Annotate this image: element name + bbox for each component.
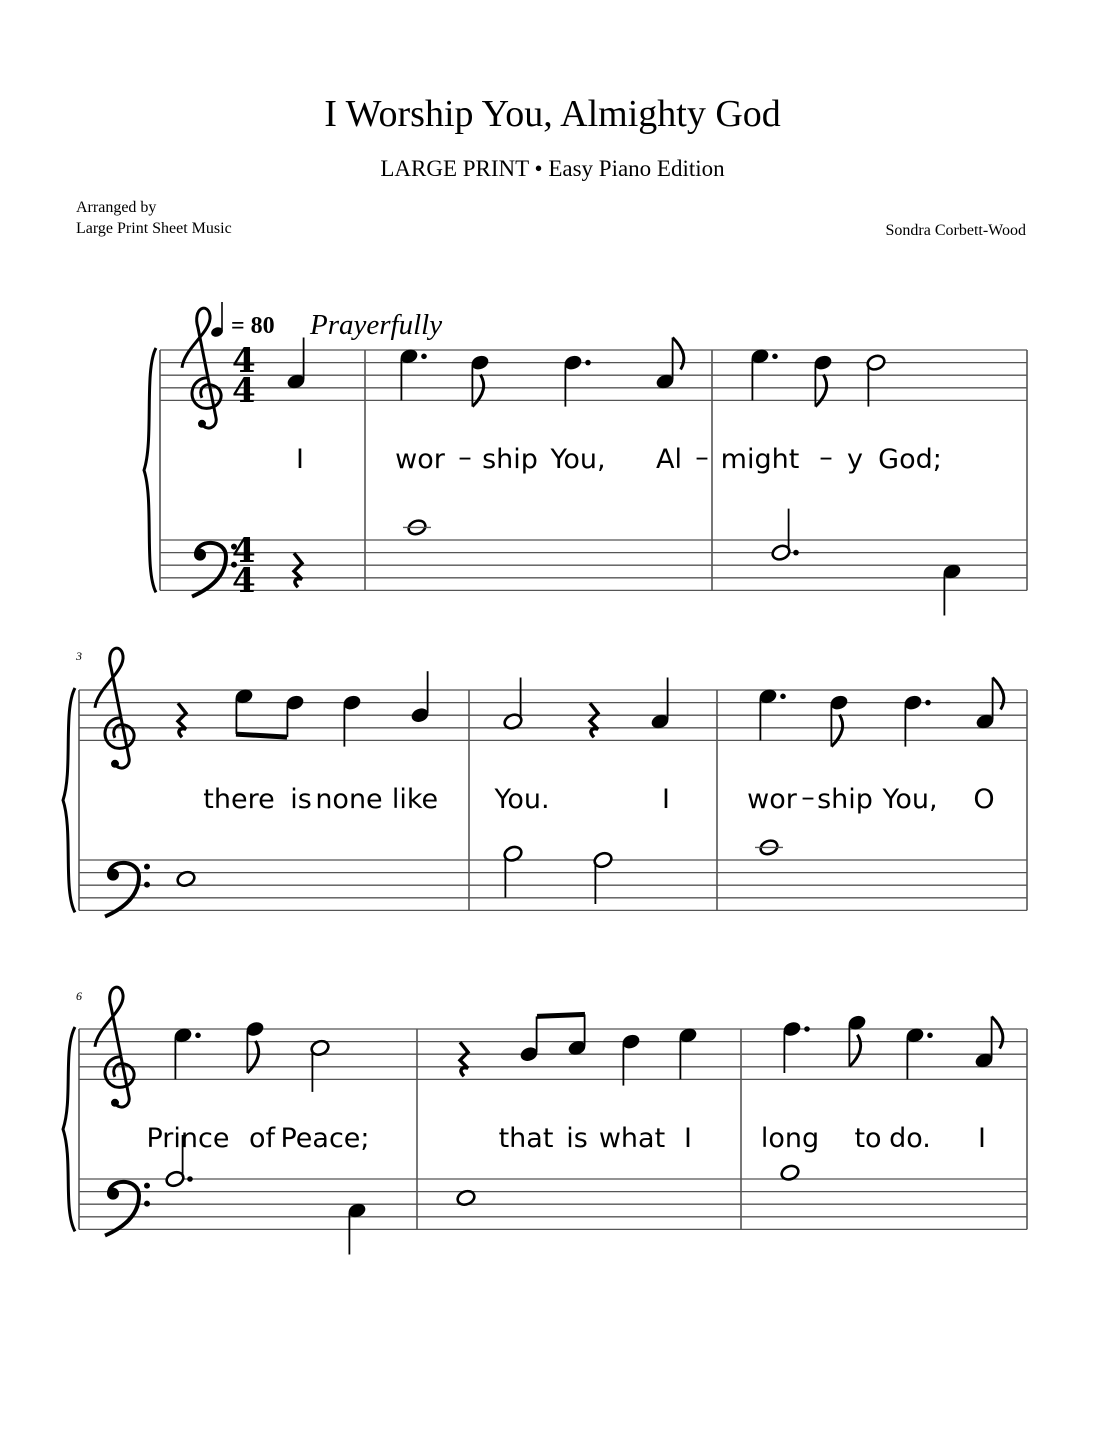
quarter-rest-icon bbox=[294, 553, 302, 587]
dot bbox=[187, 1176, 193, 1182]
note-flag bbox=[993, 678, 1004, 710]
note-flag bbox=[831, 715, 842, 747]
tempo-marking bbox=[210, 302, 442, 341]
dot bbox=[780, 694, 786, 700]
quarter-note-icon bbox=[210, 302, 224, 338]
lyrics-line-1 bbox=[296, 442, 942, 475]
beam bbox=[537, 1014, 585, 1016]
tempo-value: = 80 bbox=[231, 313, 275, 339]
lyric-syllable: do. bbox=[889, 1123, 931, 1154]
lyric-syllable: of bbox=[248, 1123, 276, 1154]
time-signature bbox=[232, 341, 256, 601]
quarter-rest-icon bbox=[590, 703, 598, 737]
lyric-syllable: y bbox=[847, 444, 863, 475]
lyric-syllable: I bbox=[684, 1123, 692, 1154]
lyric-syllable: wor bbox=[747, 784, 797, 815]
lyric-syllable: wor bbox=[395, 444, 445, 475]
lyric-hyphen: – bbox=[801, 782, 815, 813]
edition-subtitle: LARGE PRINT • Easy Piano Edition bbox=[380, 156, 725, 181]
treble-clef-icon bbox=[95, 987, 134, 1107]
lyric-syllable: what bbox=[598, 1123, 666, 1154]
dot bbox=[421, 354, 427, 360]
lyric-syllable: You, bbox=[882, 784, 938, 815]
note-flag bbox=[247, 1041, 258, 1073]
tempo-marking-text: Prayerfully bbox=[310, 309, 443, 341]
lyric-syllable: that bbox=[498, 1123, 554, 1154]
treble-clef-icon bbox=[182, 308, 221, 428]
lyric-syllable: You. bbox=[494, 784, 550, 815]
lyric-syllable: to bbox=[854, 1123, 882, 1154]
lyric-syllable: like bbox=[391, 784, 439, 815]
quarter-rest-icon bbox=[460, 1042, 468, 1076]
lyric-hyphen: – bbox=[695, 442, 709, 473]
lyric-syllable: ship bbox=[482, 444, 538, 475]
dot bbox=[585, 360, 591, 366]
song-title: I Worship You, Almighty God bbox=[324, 93, 781, 135]
note-flag bbox=[673, 338, 684, 370]
dot bbox=[804, 1026, 810, 1032]
lyric-syllable: I bbox=[978, 1123, 986, 1154]
bass-clef-icon bbox=[192, 543, 237, 597]
arranger-line-1: Arranged by bbox=[76, 199, 157, 216]
lyric-syllable: long bbox=[760, 1123, 820, 1154]
lyric-syllable: I bbox=[662, 784, 670, 815]
beam bbox=[236, 734, 287, 737]
lyric-syllable: none bbox=[315, 784, 383, 815]
lyric-syllable: is bbox=[566, 1123, 588, 1154]
dot bbox=[925, 700, 931, 706]
lyrics-line-2 bbox=[203, 782, 994, 815]
lyric-syllable: Al bbox=[656, 444, 682, 475]
measure-number-6: 6 bbox=[76, 989, 82, 1003]
time-signature-bottom: 4 bbox=[232, 371, 256, 411]
note-flag bbox=[849, 1035, 860, 1067]
lyric-syllable: there bbox=[203, 784, 275, 815]
lyric-syllable: is bbox=[290, 784, 312, 815]
dot bbox=[772, 354, 778, 360]
lyric-syllable: Prince bbox=[146, 1123, 230, 1154]
arranger-line-2: Large Print Sheet Music bbox=[76, 220, 232, 237]
lyric-syllable: God; bbox=[878, 444, 942, 475]
note-flag bbox=[992, 1017, 1003, 1049]
quarter-rest-icon bbox=[178, 703, 186, 737]
note-flag bbox=[472, 375, 483, 407]
measure-number-3: 3 bbox=[76, 649, 82, 663]
lyric-syllable: might bbox=[720, 444, 800, 475]
lyric-syllable: O bbox=[973, 784, 995, 815]
bass-clef-icon bbox=[105, 1182, 150, 1236]
time-signature-bottom-bass: 4 bbox=[232, 561, 256, 601]
composer-credit: Sondra Corbett-Wood bbox=[885, 222, 1026, 239]
brace bbox=[63, 688, 75, 912]
lyric-hyphen: – bbox=[819, 442, 833, 473]
time-signature-top: 4 bbox=[232, 341, 256, 381]
treble-clef-icon bbox=[95, 648, 134, 768]
dot bbox=[793, 550, 799, 556]
bass-clef-icon bbox=[105, 863, 150, 917]
brace bbox=[63, 1027, 75, 1231]
lyric-syllable: Peace; bbox=[280, 1123, 370, 1154]
dot bbox=[195, 1033, 201, 1039]
note-flag bbox=[815, 375, 826, 407]
brace bbox=[144, 348, 156, 592]
lyrics-line-3 bbox=[147, 1123, 986, 1154]
lyric-syllable: I bbox=[296, 444, 304, 475]
time-signature-top-bass: 4 bbox=[232, 531, 256, 571]
lyric-syllable: ship bbox=[817, 784, 873, 815]
lyric-syllable: You, bbox=[550, 444, 606, 475]
lyric-hyphen: – bbox=[458, 442, 472, 473]
dot bbox=[927, 1033, 933, 1039]
